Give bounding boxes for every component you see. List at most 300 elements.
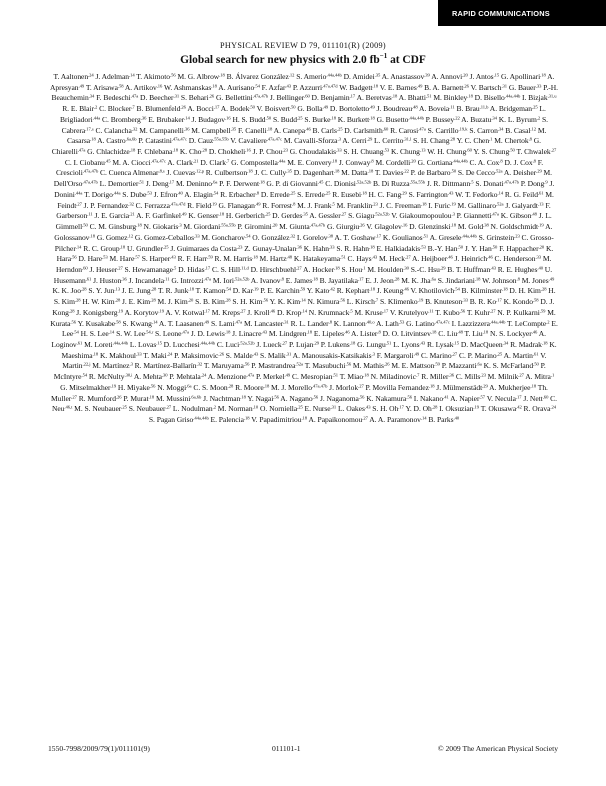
affiliation-marker: ,44a,44b: [408, 115, 424, 121]
affiliation-marker: ,31: [283, 318, 289, 324]
page-footer: [48, 744, 558, 756]
affiliation-marker: ,3: [451, 211, 455, 217]
affiliation-marker: ,18: [90, 136, 96, 142]
affiliation-marker: ,54: [254, 83, 260, 89]
affiliation-marker: ,43: [447, 190, 454, 196]
author-list: T. Aaltonen$^{,24}$ J. Adelman$^{,14}$ T. Akimoto$^{,56}$ M. G. Albrow$^{,18}$ B. Álvarez González$^{,12}$ S. Amerio$^{,44a,44b}$ D. Amidei$^{,35}$ A. Anastassov$^{,39}$ A. Annovi$^{,20}$ J. Antos$^{,15}$ G. Apollinari$^{,18}$ A. Apresyan$^{,49}$ T. Arisawa$^{,58}$ A. Artikov$^{,16}$ W. Ashmanskas$^{,18}$ A. Aurisano$^{,54}$ F. Azfar$^{,43}$ P. Azzurri$^{,47a,47d}$ W. Badgett$^{,18}$ V. E. Barnes$^{,49}$ B. A. Barnett$^{,26}$ V. Bartsch$^{,31}$ G. Bauer$^{,33}$ P.-H. Beauchemin$^{,34}$ F. Bedeschi$^{,47a}$ D. Beecher$^{,31}$ S. Behari$^{,26}$ G. Bellettini$^{,47a,47b}$ J. Bellinger$^{,60}$ D. Benjamin$^{,17}$ A. Beretvas$^{,18}$ A. Bhatti$^{,51}$ M. Binkley$^{,18}$ D. Bisello$^{,44a,44b}$ I. Bizjak$^{,31,u}$ R. E. Blair$^{,2}$ C. Blocker$^{,7}$ B. Blumenfeld$^{,26}$ A. Bocci$^{,17}$ A. Bodek$^{,50}$ V. Boisvert$^{,50}$ G. Bolla$^{,49}$ D. Bortoletto$^{,49}$ J. Boudreau$^{,48}$ A. Boveia$^{,11}$ B. Brau$^{,11,b}$ A. Bridgeman$^{,25}$ L. Brigliadori$^{,44a}$ C. Bromberg$^{,36}$ E. Brubaker$^{,14}$ J. Budagov$^{,16}$ H. S. Budd$^{,50}$ S. Budd$^{,25}$ S. Burke$^{,18}$ K. Burkett$^{,18}$ G. Busetto$^{,44a,44b}$ P. Bussey$^{,22}$ A. Buzatu$^{,34}$ K. L. Byrum$^{,2}$ S. Cabrera$^{,17,s}$ C. Calancha$^{,32}$ M. Campanelli$^{,36}$ M. Campbell$^{,35}$ F. Canelli$^{,18}$ A. Canepa$^{,46}$ B. Carls$^{,25}$ D. Carlsmith$^{,60}$ R. Carosi$^{,47a}$ S. Carrillo$^{,19,k}$ S. Carron$^{,34}$ B. Casal$^{,12}$ M. Casarsa$^{,18}$ A. Castro$^{,6a,6b}$ P. Catastini$^{,47a,47c}$ D. Cauz$^{,55a,55b}$ V. Cavaliere$^{,47a,47c}$ M. Cavalli-Sforza$^{,3}$ A. Cerri$^{,29}$ L. Cerrito$^{,31,l}$ S. H. Chang$^{,28}$ Y. C. Chen$^{,1}$ M. Chertok$^{,8}$ G. Chiarelli$^{,47a}$ G. Chlachidze$^{,18}$ F. Chlebana$^{,18}$ K. Cho$^{,28}$ D. Chokheli$^{,16}$ J. P. Chou$^{,23}$ G. Choudalakis$^{,33}$ S. H. Chuang$^{,53}$ K. Chung$^{,13}$ W. H. Chung$^{,60}$ Y. S. Chung$^{,50}$ T. Chwalek$^{,27}$ C. I. Ciobanu$^{,45}$ M. A. Ciocci$^{,47a,47c}$ A. Clark$^{,21}$ D. Clark$^{,7}$ G. Compostella$^{,44a}$ M. E. Convery$^{,18}$ J. Conway$^{,8}$ M. Cordelli$^{,20}$ G. Cortiana$^{,44a,44b}$ C. A. Cox$^{,8}$ D. J. Cox$^{,8}$ F. Crescioli$^{,47a,47b}$ C. Cuenca Almenar$^{,8,s}$ J. Cuevas$^{,12,p}$ R. Culbertson$^{,18}$ J. C. Cully$^{,35}$ D. Dagenhart$^{,18}$ M. Datta$^{,18}$ T. Davies$^{,22}$ P. de Barbaro$^{,50}$ S. De Cecco$^{,52a}$ A. Deisher$^{,29}$ M. Dell'Orso$^{,47a,47b}$ L. Demortier$^{,51}$ J. Deng$^{,17}$ M. Deninno$^{,6a}$ P. F. Derwent$^{,18}$ G. P. di Giovanni$^{,45}$ C. Dionisi$^{,52a,52b}$ B. Di Ruzza$^{,55a,55b}$ J. R. Dittmann$^{,5}$ S. Donati$^{,47a,47b}$ P. Dong$^{,9}$ J. Donini$^{,44a}$ T. Dorigo$^{,44a}$ S. Dube$^{,53}$ J. Efron$^{,40}$ A. Elagin$^{,54}$ R. Erbacher$^{,8}$ D. Errede$^{,25}$ S. Errede$^{,25}$ R. Eusebi$^{,18}$ H. C. Fang$^{,29}$ S. Farrington$^{,43}$ W. T. Fedorko$^{,14}$ R. G. Feild$^{,61}$ M. Feindt$^{,27}$ J. P. Fernandez$^{,32}$ C. Ferrazza$^{,47a,47d}$ R. Field$^{,19}$ G. Flanagan$^{,49}$ R. Forrest$^{,8}$ M. J. Frank$^{,5}$ M. Franklin$^{,23}$ J. C. Freeman$^{,18}$ I. Furic$^{,19}$ M. Gallinaro$^{,52a}$ J. Galyardt$^{,13}$ F. Garberson$^{,11}$ J. E. Garcia$^{,21}$ A. F. Garfinkel$^{,49}$ K. Genser$^{,18}$ H. Gerberich$^{,25}$ D. Gerdes$^{,35}$ A. Gessler$^{,27}$ S. Giagu$^{,52a,52b}$ V. Giakoumopoulou$^{,3}$ P. Giannetti$^{,47a}$ K. Gibson$^{,48}$ J. L. Gimmell$^{,50}$ C. M. Ginsburg$^{,18}$ N. Giokaris$^{,3}$ M. Giordani$^{,55a,55b}$ P. Giromini$^{,20}$ M. Giunta$^{,47a,47b}$ G. Giurgiu$^{,26}$ V. Glagolev$^{,16}$ D. Glenzinski$^{,18}$ M. Gold$^{,38}$ N. Goldschmidt$^{,19}$ A. Golossanov$^{,18}$ G. Gomez$^{,12}$ G. Gomez-Ceballos$^{,33}$ M. Goncharov$^{,54}$ O. González$^{,32}$ I. Gorelov$^{,38}$ A. T. Goshaw$^{,17}$ K. Goulianos$^{,51}$ A. Gresele$^{,44a,44b}$ S. Grinstein$^{,23}$ C. Grosso-Pilcher$^{,14}$ R. C. Group$^{,18}$ U. Grundler$^{,25}$ J. Guimaraes da Costa$^{,23}$ Z. Gunay-Unalan$^{,36}$ K. Hahn$^{,33}$ S. R. Hahn$^{,18}$ E. Halkiadakis$^{,53}$ B.-Y. Han$^{,50}$ J. Y. Han$^{,50}$ F. Happacher$^{,20}$ K. Hara$^{,56}$ D. Hare$^{,53}$ M. Hare$^{,57}$ S. Harper$^{,43}$ R. F. Harr$^{,59}$ R. M. Harris$^{,18}$ M. Hartz$^{,48}$ K. Hatakeyama$^{,51}$ C. Hays$^{,43}$ M. Heck$^{,27}$ A. Heijboer$^{,46}$ J. Heinrich$^{,46}$ C. Henderson$^{,33}$ M. Herndon$^{,60}$ J. Heuser$^{,27}$ S. Hewamanage$^{,5}$ D. Hidas$^{,17}$ C. S. Hill$^{,11,d}$ D. Hirschbuehl$^{,27}$ A. Hocker$^{,18}$ S. Hou$^{,1}$ M. Houlden$^{,30}$ S.-C. Hsu$^{,29}$ B. T. Huffman$^{,43}$ R. E. Hughes$^{,40}$ U. Husemann$^{,61}$ J. Huston$^{,36}$ J. Incandela$^{,11}$ G. Introzzi$^{,47a}$ M. Iori$^{,52a,52b}$ A. Ivanov$^{,8}$ E. James$^{,18}$ B. Jayatilaka$^{,17}$ E. J. Jeon$^{,28}$ M. K. Jha$^{,6a}$ S. Jindariani$^{,18}$ W. Johnson$^{,8}$ M. Jones$^{,49}$ K. K. Joo$^{,28}$ S. Y. Jun$^{,13}$ J. E. Jung$^{,28}$ T. R. Junk$^{,18}$ T. Kamon$^{,54}$ D. Kar$^{,19}$ P. E. Karchin$^{,59}$ Y. Kato$^{,42}$ R. Kephart$^{,18}$ J. Keung$^{,46}$ V. Khotilovich$^{,54}$ B. Kilminster$^{,18}$ D. H. Kim$^{,28}$ H. S. Kim$^{,28}$ H. W. Kim$^{,28}$ J. E. Kim$^{,28}$ M. J. Kim$^{,20}$ S. B. Kim$^{,28}$ S. H. Kim$^{,56}$ Y. K. Kim$^{,14}$ N. Kimura$^{,56}$ L. Kirsch$^{,7}$ S. Klimenko$^{,19}$ B. Knuteson$^{,33}$ B. R. $Ko^{,17}$ K. Kondo$^{,58}$ D. J. Kong$^{,28}$ J. Konigsberg$^{,19}$ A. Korytov$^{,19}$ A. V. Kotwal$^{,17}$ M. Kreps$^{,27}$ J. Kroll$^{,46}$ D. Krop$^{,14}$ N. Krumnack$^{,5}$ M. Kruse$^{,17}$ V. Krutelyov$^{,11}$ T. Kubo$^{,56}$ T. Kuhr$^{,27}$ N. P. Kulkarni$^{,59}$ M. Kurata$^{,56}$ Y. Kusakabe$^{,58}$ S. Kwang$^{,14}$ A. T. Laasanen$^{,49}$ S. Lami$^{,47a}$ M. Lancaster$^{,31}$ R. L. Lander$^{,8}$ K. Lannon$^{,40,o}$ A. Lath$^{,53}$ G. Latino$^{,47a,47c}$ I. Lazzizzera$^{,44a,44b}$ T. LeCompte$^{,2}$ E. Lee$^{,54}$ H. S. Lee$^{,14}$ S. W. Lee$^{,54,r}$ S. Leone$^{,47a}$ J. D. Lewis$^{,18}$ J. Linacre$^{,43}$ M. Lindgren$^{,18}$ E. Lipeles$^{,46}$ A. Lister$^{,8}$ D. O. Litvintsev$^{,18}$ C. Liu$^{,48}$ T. Liu$^{,18}$ N. S. Lockyer$^{,46}$ A. Loginov$^{,61}$ M. Loreti$^{,44a,44b}$ L. Lovas$^{,15}$ D. Lucchesi$^{,44a,44b}$ C. Luci$^{,52a,52b}$ J. Lueck$^{,27}$ P. Lujan$^{,29}$ P. Lukens$^{,18}$ G. Lungu$^{,51}$ L. Lyons$^{,43}$ R. Lysak$^{,15}$ D. MacQueen$^{,34}$ R. Madrak$^{,18}$ K. Maeshima$^{,18}$ K. Makhoul$^{,33}$ T. Maki$^{,24}$ P. Maksimovic$^{,26}$ S. Malde$^{,43}$ S. Malik$^{,31}$ A. Manousakis-Katsikakis$^{,3}$ F. Margaroli$^{,49}$ C. Marino$^{,27}$ C. P. Marino$^{,25}$ A. Martin$^{,61}$ V. Martin$^{,22,j}$ M. Martínez$^{,3}$ R. Martínez-Ballarín$^{,32}$ T. Maruyama$^{,56}$ P. Mastrandrea$^{,52a}$ T. Masubuchi$^{,56}$ M. Mathis$^{,26}$ M. E. Mattson$^{,59}$ P. Mazzanti$^{,6a}$ K. S. McFarland$^{,50}$ P. McIntyre$^{,54}$ R. McNulty$^{,30,i}$ A. Mehta$^{,30}$ P. Mehtala$^{,24}$ A. Menzione$^{,47a}$ P. Merkel$^{,49}$ C. Mesropian$^{,51}$ T. Miao$^{,18}$ N. Miladinovic$^{,7}$ R. Miller$^{,36}$ C. Mills$^{,23}$ M. Milnik$^{,27}$ A. Mitra$^{,1}$ G. Mitselmakher$^{,19}$ H. Miyake$^{,56}$ N. Moggi$^{,6a}$ C. S. Moon$^{,28}$ R. Moore$^{,18}$ M. J. Morello$^{,47a,47b}$ J. Morlok$^{,27}$ P. Movilla Fernandez$^{,18}$ J. Mülmenstädt$^{,29}$ A. Mukherjee$^{,18}$ Th. Muller$^{,27}$ R. Mumford$^{,26}$ P. Murat$^{,18}$ M. Mussini$^{,6a,6b}$ J. Nachtman$^{,18}$ Y. Nagai$^{,56}$ A. Nagano$^{,56}$ J. Naganoma$^{,56}$ K. Nakamura$^{,56}$ I. Nakano$^{,41}$ A. Napier$^{,57}$ V. Necula$^{,17}$ J. Nett$^{,60}$ C. Neu$^{,46,t}$ M. S. Neubauer$^{,25}$ S. Neubauer$^{,27}$ L. Nodulman$^{,2}$ M. Norman$^{,10}$ O. Norniella$^{,25}$ E. Nurse$^{,31}$ L. Oakes$^{,43}$ S. H. $Oh^{,17}$ Y. D. $Oh^{,28}$ I. Oksuzian$^{,19}$ T. Okusawa$^{,42}$ R. Orava$^{,24}$ S. Pagan Griso$^{,44a,44b}$ E. Palencia$^{,18}$ V. Papadimitriou$^{,18}$ A. Papaikonomou$^{,27}$ A. A. Paramonov$^{,14}$ B. Parks$^{,40}$: [50, 72, 558, 424]
affiliation-marker: ,48: [457, 329, 463, 335]
affiliation-marker: ,43: [261, 329, 267, 335]
affiliation-marker: ,18: [450, 222, 457, 228]
affiliation-marker: ,8: [377, 329, 381, 335]
affiliation-marker: ,47a,47b: [252, 93, 269, 99]
affiliation-marker: ,47a,47b: [311, 383, 328, 389]
affiliation-marker: ,19: [211, 201, 217, 207]
affiliation-marker: ,25: [496, 351, 503, 357]
footer-issn: 1550-7998/2009/79(1)/011101(9): [48, 744, 150, 753]
affiliation-marker: ,6a,6b: [190, 393, 202, 399]
affiliation-marker: ,17: [204, 308, 210, 314]
affiliation-marker: ,47a,47b: [82, 179, 98, 185]
affiliation-marker: ,19: [252, 286, 259, 292]
affiliation-marker: ,7: [416, 372, 420, 378]
affiliation-marker: ,56: [312, 393, 319, 399]
affiliation-marker: ,56: [71, 254, 77, 260]
affiliation-marker: ,15: [453, 340, 460, 346]
affiliation-marker: ,31: [173, 93, 180, 99]
affiliation-marker: ,26: [180, 104, 186, 110]
affiliation-marker: ,18: [224, 329, 231, 335]
affiliation-marker: ,39: [424, 72, 430, 78]
affiliation-marker: ,18: [172, 147, 179, 153]
affiliation-marker: ,54,r: [145, 329, 154, 335]
affiliation-marker: ,29: [482, 383, 488, 389]
affiliation-marker: ,47a,47c: [434, 318, 450, 324]
affiliation-marker: ,59: [207, 254, 213, 260]
affiliation-marker: ,18: [391, 93, 398, 99]
affiliation-marker: ,17: [357, 276, 364, 282]
affiliation-marker: ,27: [165, 404, 172, 410]
affiliation-marker: ,27: [405, 254, 411, 260]
footer-copyright: © 2009 The American Physical Society: [437, 744, 558, 753]
affiliation-marker: ,27: [489, 308, 496, 314]
affiliation-marker: ,25: [289, 190, 296, 196]
affiliation-marker: ,30: [161, 372, 168, 378]
affiliation-marker: ,51: [425, 93, 432, 99]
affiliation-marker: ,44a: [112, 190, 121, 196]
affiliation-marker: ,18: [502, 286, 508, 292]
affiliation-marker: ,24: [88, 72, 94, 78]
affiliation-marker: ,47a: [130, 93, 139, 99]
affiliation-marker: ,59: [539, 308, 546, 314]
affiliation-marker: ,19: [538, 222, 544, 228]
affiliation-marker: ,27: [518, 372, 524, 378]
affiliation-marker: ,2: [93, 104, 98, 110]
affiliation-marker: ,7: [374, 297, 379, 303]
affiliation-marker: ,14: [497, 190, 504, 196]
affiliation-marker: ,47a,47b: [309, 222, 326, 228]
affiliation-marker: ,50: [533, 361, 539, 367]
affiliation-marker: ,2: [546, 318, 550, 324]
affiliation-marker: ,42: [329, 286, 335, 292]
affiliation-marker: ,61: [76, 340, 83, 346]
affiliation-marker: ,54: [225, 286, 231, 292]
affiliation-marker: ,25: [121, 404, 127, 410]
affiliation-marker: ,28: [114, 297, 121, 303]
affiliation-marker: ,6a: [186, 383, 192, 389]
affiliation-marker: ,40: [537, 265, 543, 271]
affiliation-marker: ,45: [317, 179, 324, 185]
affiliation-marker: ,18: [363, 372, 369, 378]
affiliation-marker: ,17: [515, 393, 522, 399]
affiliation-marker: ,11: [87, 211, 93, 217]
affiliation-marker: ,56: [273, 393, 279, 399]
affiliation-marker: ,22,j: [82, 361, 91, 367]
affiliation-marker: ,18: [263, 383, 270, 389]
affiliation-marker: ,24: [200, 372, 207, 378]
affiliation-marker: ,46: [343, 329, 350, 335]
affiliation-marker: ,31,u: [547, 93, 557, 99]
affiliation-marker: ,28: [540, 286, 547, 292]
affiliation-marker: ,51: [422, 233, 429, 239]
affiliation-marker: ,2: [212, 404, 216, 410]
affiliation-marker: ,47a,47b: [503, 179, 519, 185]
affiliation-marker: ,46: [531, 329, 538, 335]
affiliation-marker: ,15: [156, 340, 162, 346]
affiliation-marker: ,14: [75, 243, 82, 249]
affiliation-marker: ,60: [82, 265, 88, 271]
affiliation-marker: ,13: [114, 286, 120, 292]
affiliation-marker: ,53: [398, 318, 405, 324]
affiliation-marker: ,13: [537, 201, 544, 207]
affiliation-marker: ,29: [313, 340, 319, 346]
rapid-communications-banner: RAPID COMMUNICATIONS: [438, 0, 606, 26]
affiliation-marker: ,51: [332, 372, 339, 378]
affiliation-marker: ,8: [528, 136, 532, 142]
affiliation-marker: ,33: [535, 83, 542, 89]
affiliation-marker: ,19: [117, 308, 124, 314]
affiliation-marker: ,27: [358, 383, 364, 389]
affiliation-marker: ,7: [131, 104, 135, 110]
affiliation-marker: ,54: [81, 372, 88, 378]
affiliation-marker: ,53: [146, 190, 152, 196]
affiliation-marker: ,61: [532, 351, 539, 357]
affiliation-marker: ,50: [249, 104, 255, 110]
affiliation-marker: ,24: [550, 404, 556, 410]
affiliation-marker: ,28: [80, 286, 87, 292]
affiliation-marker: ,31,l: [403, 136, 412, 142]
affiliation-marker: ,48: [412, 104, 418, 110]
affiliation-marker: ,54: [73, 329, 79, 335]
affiliation-marker: ,8: [499, 158, 503, 164]
journal-citation: PHYSICAL REVIEW D 79, 011101(R) (2009): [220, 41, 386, 50]
affiliation-marker: ,34: [491, 115, 497, 121]
affiliation-marker: ,32: [289, 233, 296, 239]
affiliation-marker: ,33: [336, 147, 342, 153]
affiliation-marker: ,6a: [476, 361, 482, 367]
affiliation-marker: ,56: [243, 361, 250, 367]
affiliation-marker: ,56: [345, 361, 352, 367]
affiliation-marker: ,27: [239, 308, 246, 314]
affiliation-marker: ,49: [548, 276, 555, 282]
affiliation-marker: ,54: [454, 286, 460, 292]
affiliation-marker: ,35: [302, 211, 308, 217]
affiliation-marker: ,12: [530, 126, 537, 131]
affiliation-marker: ,29: [401, 190, 407, 196]
affiliation-marker: ,47a,47d: [169, 201, 186, 207]
affiliation-marker: ,28: [150, 297, 156, 303]
affiliation-marker: ,8: [328, 318, 332, 324]
affiliation-marker: ,49: [413, 351, 420, 357]
affiliation-marker: ,44a,44b: [193, 415, 209, 421]
affiliation-marker: ,55a,55b: [220, 222, 236, 228]
affiliation-marker: ,27: [117, 265, 123, 271]
affiliation-marker: ,25: [264, 211, 271, 217]
affiliation-marker: ,29: [366, 136, 373, 142]
affiliation-marker: ,17: [349, 93, 356, 99]
paper-title: [0, 52, 606, 66]
affiliation-marker: ,5: [331, 201, 335, 207]
affiliation-marker: ,43: [170, 254, 176, 260]
affiliation-marker: ,44a: [92, 115, 101, 121]
affiliation-marker: ,44a,44b: [112, 340, 128, 346]
affiliation-marker: ,18: [367, 168, 374, 174]
affiliation-marker: ,52a: [495, 201, 504, 207]
affiliation-marker: ,43: [490, 265, 496, 271]
affiliation-marker: ,27: [362, 415, 368, 421]
affiliation-marker: ,27: [451, 351, 458, 357]
affiliation-marker: ,49: [416, 83, 423, 89]
affiliation-marker: ,14: [184, 115, 190, 121]
affiliation-marker: ,47a: [203, 276, 212, 282]
affiliation-marker: ,24: [166, 351, 173, 357]
affiliation-marker: ,47a,47d: [322, 83, 338, 89]
affiliation-marker: ,8: [255, 190, 259, 196]
affiliation-marker: ,43: [371, 254, 378, 260]
affiliation-marker: ,13: [419, 147, 426, 153]
affiliation-marker: ,8: [291, 201, 296, 207]
affiliation-marker: ,38: [327, 233, 334, 239]
affiliation-marker: ,6a: [211, 179, 218, 185]
affiliation-marker: ,45: [104, 158, 111, 164]
affiliation-marker: ,5: [349, 308, 353, 314]
affiliation-marker: ,8: [532, 158, 536, 164]
affiliation-marker: ,58: [115, 318, 121, 324]
affiliation-marker: ,32: [131, 126, 138, 131]
affiliation-marker: ,18: [148, 393, 155, 399]
affiliation-marker: ,8: [370, 158, 374, 164]
affiliation-marker: ,61: [537, 190, 544, 196]
affiliation-marker: ,29: [439, 265, 446, 271]
affiliation-marker: ,8: [516, 276, 520, 282]
affiliation-marker: ,53: [420, 243, 426, 249]
affiliation-marker: ,25: [296, 115, 303, 121]
affiliation-marker: ,33: [194, 233, 200, 239]
affiliation-marker: ,7: [225, 158, 230, 164]
affiliation-marker: ,1: [362, 265, 366, 271]
affiliation-marker: ,58: [532, 297, 539, 303]
affiliation-marker: ,17: [204, 265, 211, 271]
affiliation-marker: ,19: [417, 297, 424, 303]
affiliation-marker: ,52a,52b: [374, 211, 390, 217]
affiliation-marker: ,23: [372, 201, 378, 207]
affiliation-marker: ,18: [330, 115, 336, 121]
affiliation-marker: ,18: [482, 329, 489, 335]
affiliation-marker: ,43: [252, 351, 259, 357]
title-exponent: −1: [379, 52, 388, 60]
affiliation-marker: ,18: [247, 168, 253, 174]
affiliation-marker: ,49: [254, 201, 261, 207]
affiliation-marker: ,8,s: [158, 168, 165, 174]
affiliation-marker: ,18: [474, 276, 481, 282]
affiliation-marker: ,52a,52b: [239, 340, 255, 346]
affiliation-marker: ,46,t: [64, 404, 73, 410]
affiliation-marker: ,20: [187, 297, 194, 303]
affiliation-marker: ,56: [339, 297, 345, 303]
affiliation-marker: ,16: [401, 222, 408, 228]
affiliation-marker: ,47a,47c: [266, 136, 282, 142]
affiliation-marker: ,19,k: [458, 126, 468, 131]
affiliation-marker: ,11: [164, 276, 170, 282]
affiliation-marker: ,46: [305, 126, 311, 131]
affiliation-marker: ,44a,44b: [504, 93, 521, 99]
affiliation-marker: ,17: [213, 104, 220, 110]
affiliation-marker: ,22: [454, 115, 460, 121]
affiliation-marker: ,5: [172, 265, 177, 271]
affiliation-marker: ,26: [208, 93, 215, 99]
affiliation-marker: ,25: [162, 243, 169, 249]
affiliation-marker: ,28: [227, 383, 234, 389]
affiliation-marker: ,52a: [494, 168, 503, 174]
affiliation-marker: ,18: [369, 286, 375, 292]
affiliation-marker: ,36: [296, 243, 302, 249]
affiliation-marker: ,46: [447, 254, 453, 260]
affiliation-marker: ,6a: [430, 276, 436, 282]
affiliation-marker: ,36: [121, 276, 127, 282]
affiliation-marker: ,28: [224, 297, 231, 303]
affiliation-marker: ,32: [128, 201, 134, 207]
affiliation-marker: ,11,b: [479, 104, 489, 110]
affiliation-marker: ,47a: [181, 329, 190, 335]
affiliation-marker: ,50: [450, 168, 457, 174]
affiliation-marker: ,3: [129, 361, 133, 367]
affiliation-marker: ,18: [89, 233, 95, 239]
affiliation-marker: ,48: [531, 211, 537, 217]
affiliation-marker: ,49: [322, 104, 329, 110]
affiliation-marker: ,53: [102, 254, 108, 260]
affiliation-marker: ,33: [328, 243, 335, 249]
affiliation-marker: ,14: [128, 72, 135, 78]
affiliation-marker: ,43: [364, 404, 371, 410]
affiliation-marker: ,40: [177, 190, 183, 196]
affiliation-marker: ,18: [372, 83, 379, 89]
affiliation-marker: ,14: [420, 415, 427, 421]
affiliation-marker: ,9: [544, 179, 548, 185]
affiliation-marker: ,40: [453, 415, 460, 421]
affiliation-marker: ,18: [467, 93, 473, 99]
affiliation-marker: ,18: [540, 72, 546, 78]
affiliation-marker: ,16: [245, 147, 251, 153]
affiliation-marker: ,50: [457, 243, 464, 249]
affiliation-marker: ,11: [449, 104, 455, 110]
affiliation-marker: ,18: [92, 351, 99, 357]
affiliation-marker: ,12,p: [195, 168, 204, 174]
affiliation-marker: ,49: [180, 211, 187, 217]
affiliation-marker: ,18: [361, 190, 367, 196]
affiliation-marker: ,28: [74, 297, 81, 303]
affiliation-marker: ,47a,47c: [150, 158, 166, 164]
affiliation-marker: ,43: [419, 340, 426, 346]
affiliation-marker: ,60: [466, 147, 472, 153]
affiliation-marker: ,35: [230, 126, 237, 131]
affiliation-marker: ,56: [170, 72, 176, 78]
affiliation-marker: ,47a: [491, 211, 499, 217]
affiliation-marker: ,36: [183, 126, 190, 131]
affiliation-marker: ,18: [259, 179, 265, 185]
affiliation-marker: ,53: [383, 147, 390, 153]
affiliation-marker: ,11: [428, 308, 434, 314]
affiliation-marker: ,26: [218, 351, 224, 357]
affiliation-marker: ,50: [82, 222, 88, 228]
affiliation-marker: ,57: [479, 393, 486, 399]
affiliation-marker: ,26: [463, 83, 469, 89]
affiliation-marker: ,18: [243, 415, 250, 421]
affiliation-marker: ,18: [129, 147, 136, 153]
affiliation-marker: ,47a: [418, 126, 426, 131]
affiliation-marker: ,33: [462, 297, 468, 303]
affiliation-marker: ,18: [369, 243, 375, 249]
affiliation-marker: ,50: [265, 115, 272, 121]
affiliation-marker: ,38: [483, 222, 489, 228]
affiliation-marker: ,18: [136, 222, 142, 228]
affiliation-marker: ,44a,44b: [199, 340, 216, 346]
affiliation-marker: ,18: [252, 254, 258, 260]
affiliation-marker: ,46: [269, 308, 276, 314]
affiliation-marker: ,18: [428, 383, 435, 389]
affiliation-marker: ,26: [115, 393, 122, 399]
affiliation-marker: ,42: [516, 404, 522, 410]
affiliation-marker: ,36: [448, 372, 455, 378]
affiliation-marker: ,20: [462, 72, 468, 78]
footer-page-number: 011101-1: [272, 744, 301, 753]
affiliation-marker: ,28: [393, 276, 400, 282]
affiliation-marker: ,16: [225, 115, 231, 121]
affiliation-marker: ,18: [266, 126, 273, 131]
affiliation-marker: ,25: [297, 404, 303, 410]
affiliation-marker: ,17,s: [85, 126, 94, 131]
affiliation-marker: ,55a,55b: [213, 136, 229, 142]
affiliation-marker: ,34: [502, 340, 509, 346]
affiliation-marker: ,31: [285, 351, 292, 357]
affiliation-marker: ,27: [340, 211, 347, 217]
affiliation-marker: ,30,i: [124, 372, 133, 378]
affiliation-marker: ,18: [306, 329, 313, 335]
affiliation-marker: ,55a,55b: [409, 179, 425, 185]
affiliation-marker: ,30: [403, 265, 409, 271]
affiliation-marker: ,3: [178, 222, 182, 228]
affiliation-marker: ,60: [382, 126, 389, 131]
affiliation-marker: ,33: [535, 254, 542, 260]
affiliation-marker: ,36: [140, 115, 147, 121]
affiliation-marker: ,18: [312, 276, 318, 282]
affiliation-marker: ,47a: [246, 372, 255, 378]
affiliation-marker: ,44a,44b: [489, 318, 506, 324]
affiliation-marker: ,17: [375, 233, 382, 239]
affiliation-marker: ,41: [443, 393, 449, 399]
affiliation-marker: ,56: [70, 318, 77, 324]
affiliation-marker: ,59: [434, 361, 440, 367]
affiliation-marker: ,18: [420, 201, 427, 207]
affiliation-marker: ,8: [280, 276, 284, 282]
affiliation-marker: ,17: [496, 297, 502, 303]
affiliation-marker: ,48: [286, 254, 292, 260]
affiliation-marker: ,12: [127, 233, 134, 239]
affiliation-marker: ,34: [88, 93, 95, 99]
title-prefix: Global search for new physics with 2.0 fb: [180, 53, 380, 66]
affiliation-marker: ,46: [403, 286, 409, 292]
affiliation-marker: ,18: [349, 340, 356, 346]
affiliation-marker: ,32: [196, 361, 203, 367]
affiliation-marker: ,49: [284, 372, 291, 378]
affiliation-marker: ,18: [188, 286, 194, 292]
affiliation-marker: ,18: [211, 83, 217, 89]
affiliation-marker: ,18: [331, 158, 338, 164]
affiliation-marker: ,31: [501, 83, 508, 89]
affiliation-marker: ,54: [212, 190, 219, 196]
affiliation-marker: ,14: [151, 318, 158, 324]
affiliation-marker: ,34: [497, 126, 504, 131]
affiliation-marker: ,44a,44b: [461, 233, 477, 239]
affiliation-marker: ,18: [301, 415, 308, 421]
title-suffix: at CDF: [387, 53, 426, 66]
